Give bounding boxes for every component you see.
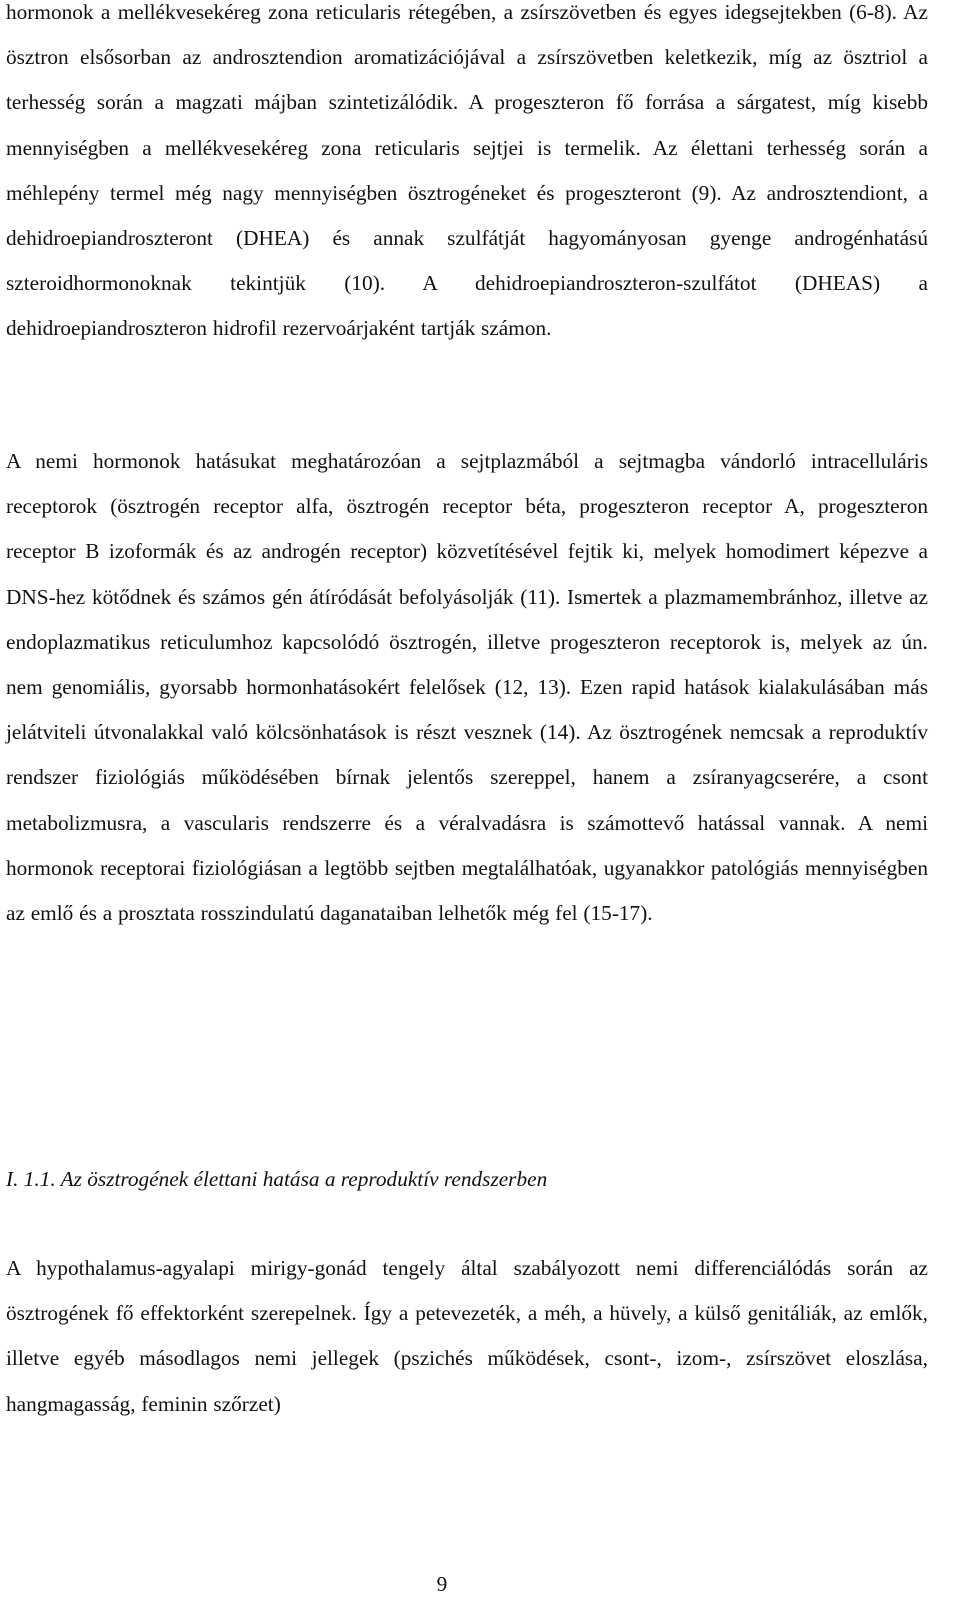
page-number: 9 [436,1572,448,1596]
paragraph-estrogen-effects: A hypothalamus-agyalapi mirigy-gonád tengely által szabályozott nemi differenciálódás során az ösztrogének fő effektorként szerepelnek. Így a petevezeték, a méh, a hüvely, a külső genitáliák, az emlők, illetve egyéb másodlagos nemi jellegek (pszichés működések, csont-, izom-, zsírszövet eloszlása, hangmagasság, feminin szőrzet) [6,1256,928,1416]
paragraph-hormone-sources: hormonok a mellékvesekéreg zona reticularis rétegében, a zsírszövetben és egyes idegsejtekben (6-8). Az ösztron elsősorban az androsztendion aromatizációjával a zsírszövetben keletkezik, míg az ösztriol a terhesség során a magzati májban szintetizálódik. A progeszteron fő forrása a sárgatest, míg kisebb mennyiségben a mellékvesekéreg zona reticularis sejtjei is termelik. Az élettani terhesség során a méhlepény termel még nagy mennyiségben ösztrogéneket és progeszteront (9). Az androsztendiont, a dehidroepiandroszteront (DHEA) és annak szulfátját hagyományosan gyenge androgénhatású szteroidhormonoknak tekintjük (10). A dehidroepiandroszteron-szulfátot (DHEAS) a dehidroepiandroszteron hidrofil rezervoárjaként tartják számon. [6,0,928,341]
section-heading: I. 1.1. Az ösztrogének élettani hatása a reproduktív rendszerben [6,1167,548,1191]
paragraph-hormone-receptors: A nemi hormonok hatásukat meghatározóan a sejtplazmából a sejtmagba vándorló intracelluláris receptorok (ösztrogén receptor alfa, ösztrogén receptor béta, progeszteron receptor A, progeszteron receptor B izoformák és az androgén receptor) közvetítésével fejtik ki, melyek homodimert képezve a DNS-hez kötődnek és számos gén átíródását befolyásolják (11). Ismertek a plazmamembránhoz, illetve az endoplazmatikus reticulumhoz kapcsolódó ösztrogén, illetve progeszteron receptorok is, melyek az ún. nem genomiális, gyorsabb hormonhatásokért felelősek (12, 13). Ezen rapid hatások kialakulásában más jelátviteli útvonalakkal való kölcsönhatások is részt vesznek (14). Az ösztrogének nemcsak a reproduktív rendszer fiziológiás működésében bírnak jelentős szereppel, hanem a zsíranyagcserére, a csont metabolizmusra, a vascularis rendszerre és a véralvadásra is számottevő hatással vannak. A nemi hormonok receptorai fiziológiásan a legtöbb sejtben megtalálhatóak, ugyanakkor patológiás mennyiségben az emlő és a prosztata rosszindulatú daganataiban lelhetők még fel (15-17). [6,449,928,926]
